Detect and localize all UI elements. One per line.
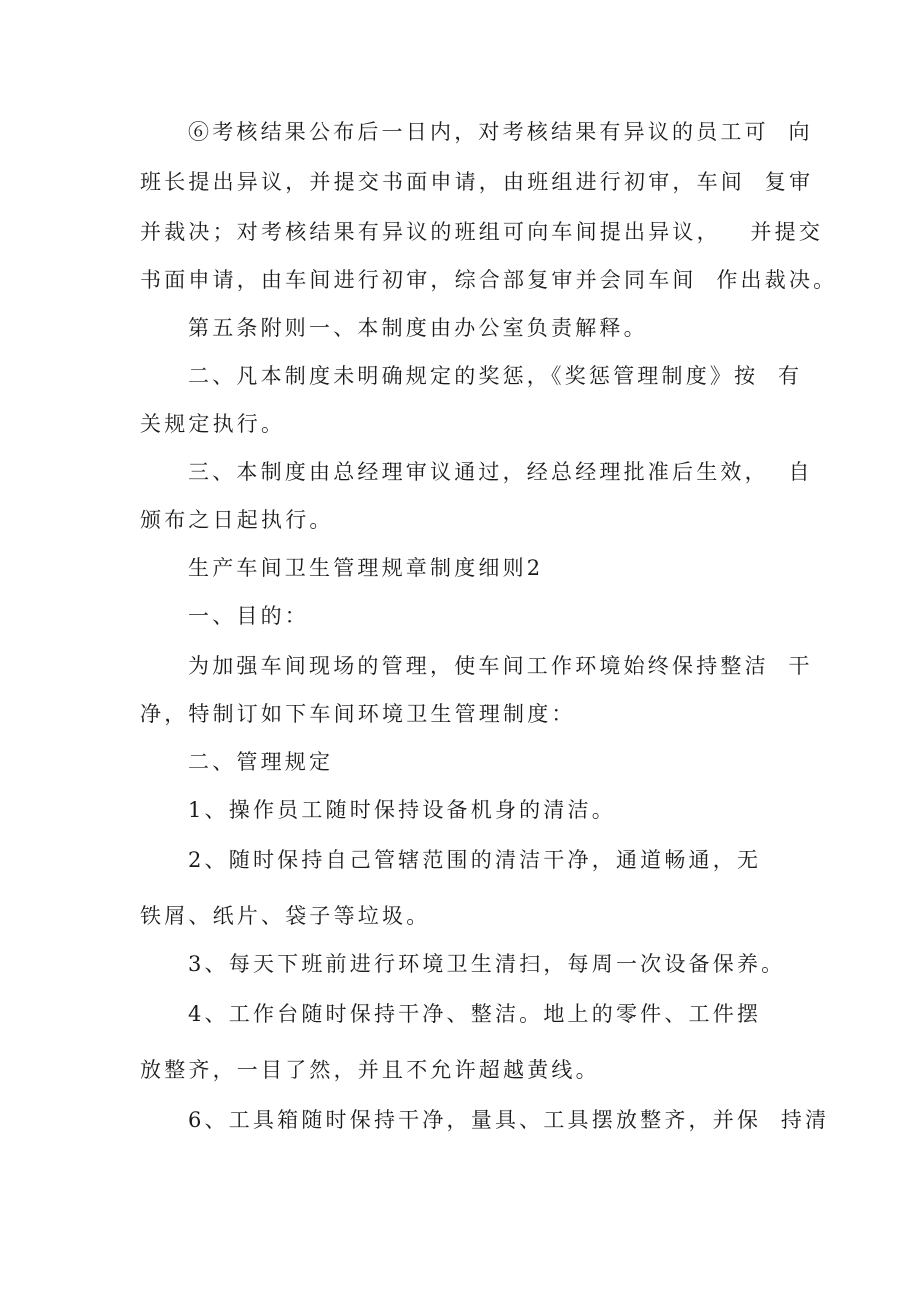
paragraph-line: 关规定执行。 (140, 412, 286, 436)
list-item: 6、工具箱随时保持干净，量具、工具摆放整齐，并保 持清 (188, 1108, 830, 1132)
list-item: 1、操作员工随时保持设备机身的清洁。 (188, 798, 616, 822)
list-item-continuation: 铁屑、纸片、袋子等垃圾。 (140, 904, 431, 928)
paragraph-line: 书面申请，由车间进行初审，综合部复审并会同车间 作出裁决。 (140, 268, 838, 292)
paragraph-line: 颁布之日起执行。 (140, 508, 334, 532)
paragraph-line: 并裁决；对考核结果有异议的班组可向车间提出异议， 并提交 (140, 220, 824, 244)
list-item: 4、工作台随时保持干净、整洁。地上的零件、工件摆 (188, 1002, 762, 1026)
list-item: 2、随时保持自己管辖范围的清洁干净，通道畅通，无 (188, 848, 762, 872)
section-heading: 一、目的： (188, 604, 309, 628)
paragraph-line: 为加强车间现场的管理，使车间工作环境始终保持整洁 干 (188, 654, 813, 678)
list-item: 3、每天下班前进行环境卫生清扫，每周一次设备保养。 (188, 952, 786, 976)
section-heading: 第五条附则一、本制度由办公室负责解释。 (188, 316, 648, 340)
paragraph-line: ⑥考核结果公布后一日内，对考核结果有异议的员工可 向 (188, 120, 813, 144)
paragraph-line: 二、凡本制度未明确规定的奖惩，《奖惩管理制度》按 有 (188, 364, 803, 388)
paragraph-line: 班长提出异议，并提交书面申请，由班组进行初审，车间 复审 (140, 170, 814, 194)
paragraph-line: 净，特制订如下车间环境卫生管理制度： (140, 702, 576, 726)
document-title: 生产车间卫生管理规章制度细则2 (188, 556, 544, 580)
paragraph-line: 三、本制度由总经理审议通过，经总经理批准后生效， 自 (188, 460, 813, 484)
section-heading: 二、管理规定 (188, 750, 334, 774)
list-item-continuation: 放整齐，一目了然，并且不允许超越黄线。 (140, 1058, 600, 1082)
